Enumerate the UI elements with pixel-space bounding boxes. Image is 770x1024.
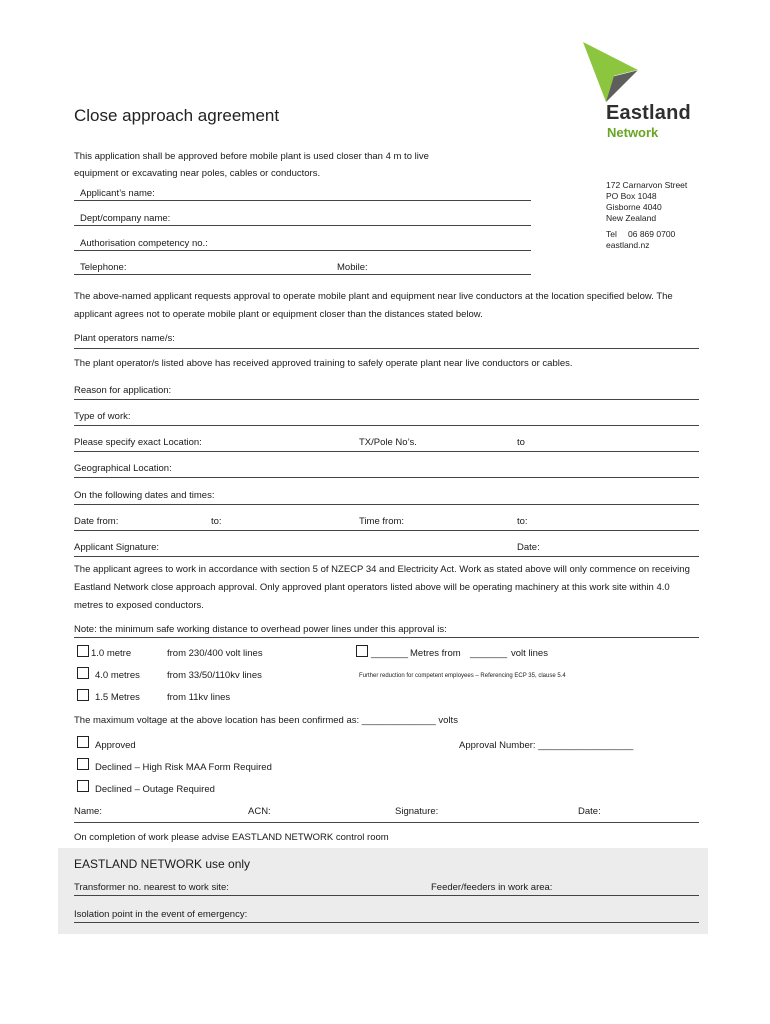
isolation-field[interactable] [74, 922, 699, 923]
distance-1: 1.0 metre [91, 648, 132, 659]
type-of-work-label: Type of work: [74, 411, 131, 422]
dept-label: Dept/company name: [80, 213, 171, 224]
signoff-date-label: Date: [578, 806, 601, 817]
address-line-4: New Zealand [606, 213, 657, 223]
pole-label: TX/Pole No’s. [359, 437, 417, 448]
applicant-name-field[interactable] [74, 200, 531, 201]
distance-3: 1.5 Metres [95, 692, 140, 703]
type-of-work-field[interactable] [74, 425, 699, 426]
distance-3-checkbox[interactable] [77, 689, 89, 701]
custom-distance-checkbox[interactable] [356, 645, 368, 657]
dates-field[interactable] [74, 530, 699, 531]
intro-text: This application shall be approved before mobile plant is used closer than 4 m to live equipment or excavating near poles, cables or conductors. [74, 151, 429, 179]
signoff-acn-label: ACN: [248, 806, 271, 817]
competency-field[interactable] [74, 250, 531, 251]
signoff-field[interactable] [74, 822, 699, 823]
isolation-label: Isolation point in the event of emergency: [74, 909, 248, 920]
reason-label: Reason for application: [74, 385, 172, 396]
logo-wordmark: Eastland [606, 102, 691, 124]
office-use-heading: EASTLAND NETWORK use only [74, 857, 251, 871]
applicant-date-label: Date: [517, 542, 540, 553]
request-text: The above-named applicant requests approval to operate mobile plant and equipment near live conductors at the location specified below. The applicant agrees not to operate mobile plant or equipment closer than the distances stated below. [74, 291, 673, 320]
location-label: Please specify exact Location: [74, 437, 202, 448]
distance-1-checkbox[interactable] [77, 645, 89, 657]
signature-field[interactable] [74, 556, 699, 557]
note-text: Note: the minimum safe working distance to overhead power lines under this approval is: [74, 624, 447, 635]
transformer-label: Transformer no. nearest to work site: [74, 882, 229, 893]
approved-checkbox[interactable] [77, 736, 89, 748]
completion-text: On completion of work please advise EASTLAND NETWORK control room [74, 832, 389, 843]
approval-number[interactable]: Approval Number: __________________ [459, 740, 634, 751]
time-from-label: Time from: [359, 516, 405, 527]
approved-label: Approved [95, 740, 136, 751]
location-field[interactable] [74, 451, 699, 452]
logo-submark: Network [607, 125, 659, 140]
signoff-signature-label: Signature: [395, 806, 439, 817]
address-line-1: 172 Carnarvon Street [606, 180, 688, 190]
geographical-location-field[interactable] [74, 477, 699, 478]
telephone-number: 06 869 0700 [628, 229, 676, 239]
competency-label: Authorisation competency no.: [80, 238, 208, 249]
dept-field[interactable] [74, 225, 531, 226]
pole-to-label: to [517, 437, 525, 448]
dates-times-label: On the following dates and times: [74, 490, 215, 501]
custom-distance-blank-2[interactable]: _______ [470, 648, 507, 659]
reason-field[interactable] [74, 399, 699, 400]
applicant-signature-label: Applicant Signature: [74, 542, 160, 553]
declined-outage-checkbox[interactable] [77, 780, 89, 792]
mobile-field-label: Mobile: [337, 262, 368, 273]
time-to-label: to: [517, 516, 528, 527]
dates-times-field[interactable] [74, 504, 699, 505]
date-from-label: Date from: [74, 516, 119, 527]
telephone-field-label: Telephone: [80, 262, 127, 273]
declined-outage-label: Declined – Outage Required [95, 784, 215, 795]
applicant-name-label: Applicant’s name: [80, 188, 155, 199]
operators-label: Plant operators name/s: [74, 333, 175, 344]
further-reduction-note: Further reduction for competent employees – Referencing ECP 35, clause 5.4 [359, 673, 566, 679]
declined-maa-label: Declined – High Risk MAA Form Required [95, 762, 272, 773]
agreement-text: The applicant agrees to work in accordance with section 5 of NZECP 34 and Electricity Act. Work as stated above will only commence on receiving Eastland Network close approach approval. Only approved plant operators listed above will be operating machinery at this work site within 4.0 metres to exposed conductors. [74, 564, 690, 611]
distance-2: 4.0 metres [95, 670, 140, 681]
distance-1-desc: from 230/400 volt lines [167, 648, 263, 659]
voltage-confirmation: The maximum voltage at the above location has been confirmed as: ______________ volts [74, 715, 458, 726]
address-line-2: PO Box 1048 [606, 191, 657, 201]
feeder-label: Feeder/feeders in work area: [431, 882, 553, 893]
declined-maa-checkbox[interactable] [77, 758, 89, 770]
telephone-mobile-field[interactable] [74, 274, 531, 275]
signoff-name-label: Name: [74, 806, 102, 817]
date-to-label: to: [211, 516, 222, 527]
custom-distance-blank-1[interactable]: _______ [371, 648, 408, 659]
distance-2-desc: from 33/50/110kv lines [167, 670, 262, 681]
page-title: Close approach agreement [74, 106, 280, 125]
training-text: The plant operator/s listed above has received approved training to safely operate plant near live conductors or cables. [74, 358, 573, 369]
geographical-location-label: Geographical Location: [74, 463, 172, 474]
distance-2-checkbox[interactable] [77, 667, 89, 679]
address-line-3: Gisborne 4040 [606, 202, 662, 212]
custom-distance-metres: Metres from [410, 648, 461, 659]
note-divider [74, 637, 699, 638]
transformer-feeder-field[interactable] [74, 895, 699, 896]
operators-field[interactable] [74, 348, 699, 349]
website: eastland.nz [606, 240, 650, 250]
telephone-label: Tel [606, 229, 617, 239]
custom-distance-volts: volt lines [511, 648, 548, 659]
distance-3-desc: from 11kv lines [167, 692, 231, 703]
logo-mark-icon [580, 40, 650, 104]
